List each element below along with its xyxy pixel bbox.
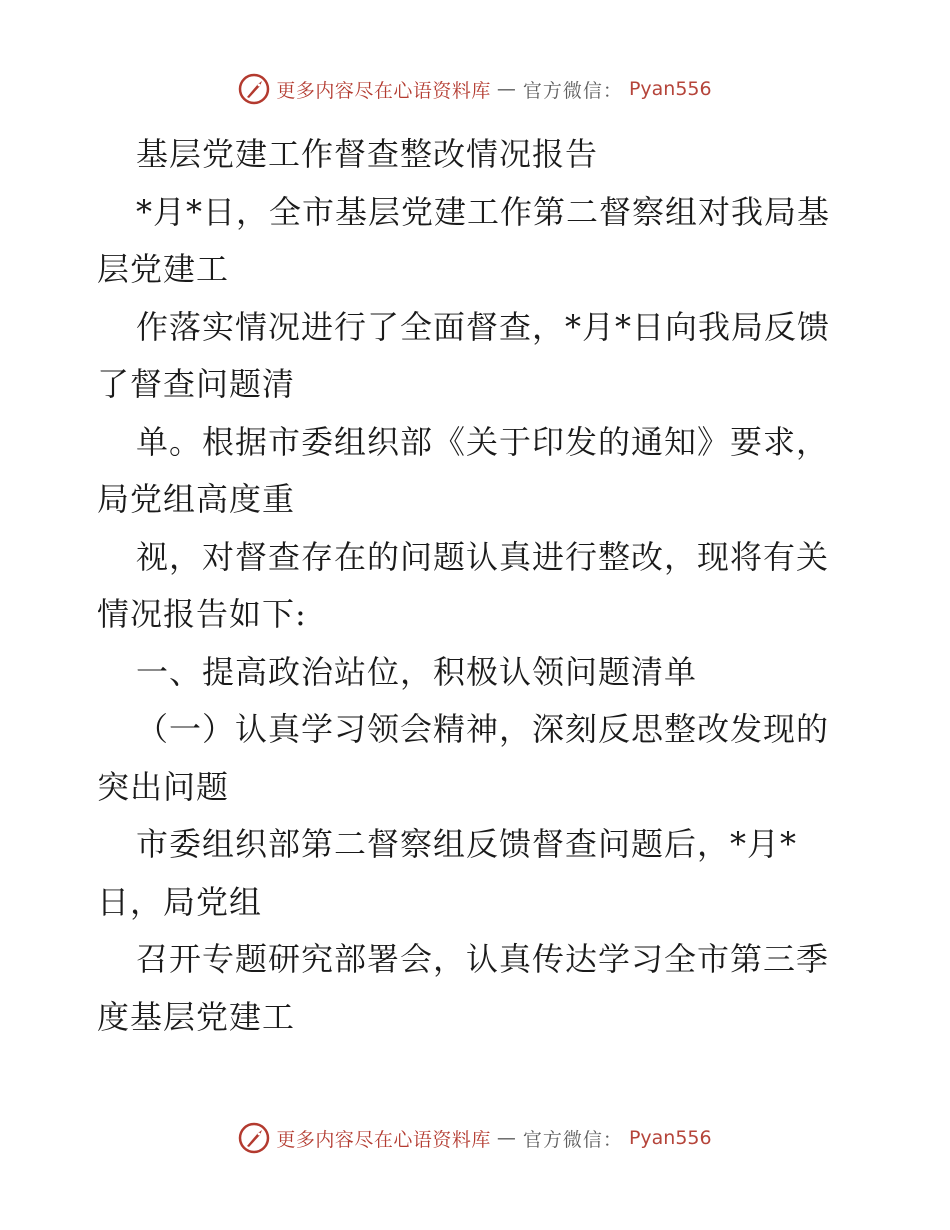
watermark-separator: — [496, 1127, 517, 1149]
watermark-sub-text: 官方微信： [522, 79, 623, 102]
watermark-wechat-id: Pyan556 [628, 1127, 712, 1149]
subsection-heading: 突出问题 [97, 767, 230, 806]
section-heading: 一、提高政治站位，积极认领问题清单 [136, 652, 698, 691]
subsection-heading: （一）认真学习领会精神，深刻反思整改发现的 [136, 710, 830, 748]
pen-nib-logo-icon [238, 1122, 270, 1154]
paragraph-line: 日，局党组 [97, 882, 263, 921]
paragraph-line: 作落实情况进行了全面督查，*月*日向我局反馈 [136, 307, 831, 346]
paragraph-line: 了督查问题清 [97, 365, 296, 403]
watermark-separator: — [496, 78, 517, 100]
document-body [97, 126, 857, 1046]
footer-watermark [0, 1122, 950, 1154]
paragraph-line: *月*日，全市基层党建工作第二督察组对我局基 [136, 192, 831, 231]
paragraph-line: 召开专题研究部署会，认真传达学习全市第三季 [136, 940, 830, 978]
paragraph-line: 市委组织部第二督察组反馈督查问题后，*月* [136, 825, 798, 863]
watermark-sub-text: 官方微信： [522, 1128, 623, 1151]
watermark-main-text: 更多内容尽在心语资料库 [276, 79, 491, 102]
paragraph-line: 情况报告如下: [97, 595, 307, 633]
paragraph-line: 层党建工 [97, 250, 230, 288]
header-watermark [0, 73, 950, 105]
paragraph-line: 视，对督查存在的问题认真进行整改，现将有关 [136, 537, 830, 576]
watermark-main-text: 更多内容尽在心语资料库 [276, 1128, 491, 1151]
paragraph-line: 度基层党建工 [97, 997, 296, 1036]
pen-nib-logo-icon [238, 73, 270, 105]
document-title: 基层党建工作督查整改情况报告 [136, 135, 599, 173]
paragraph-line: 局党组高度重 [97, 480, 296, 518]
paragraph-line: 单。根据市委组织部《关于印发的通知》要求， [136, 422, 830, 461]
watermark-wechat-id: Pyan556 [628, 78, 712, 100]
